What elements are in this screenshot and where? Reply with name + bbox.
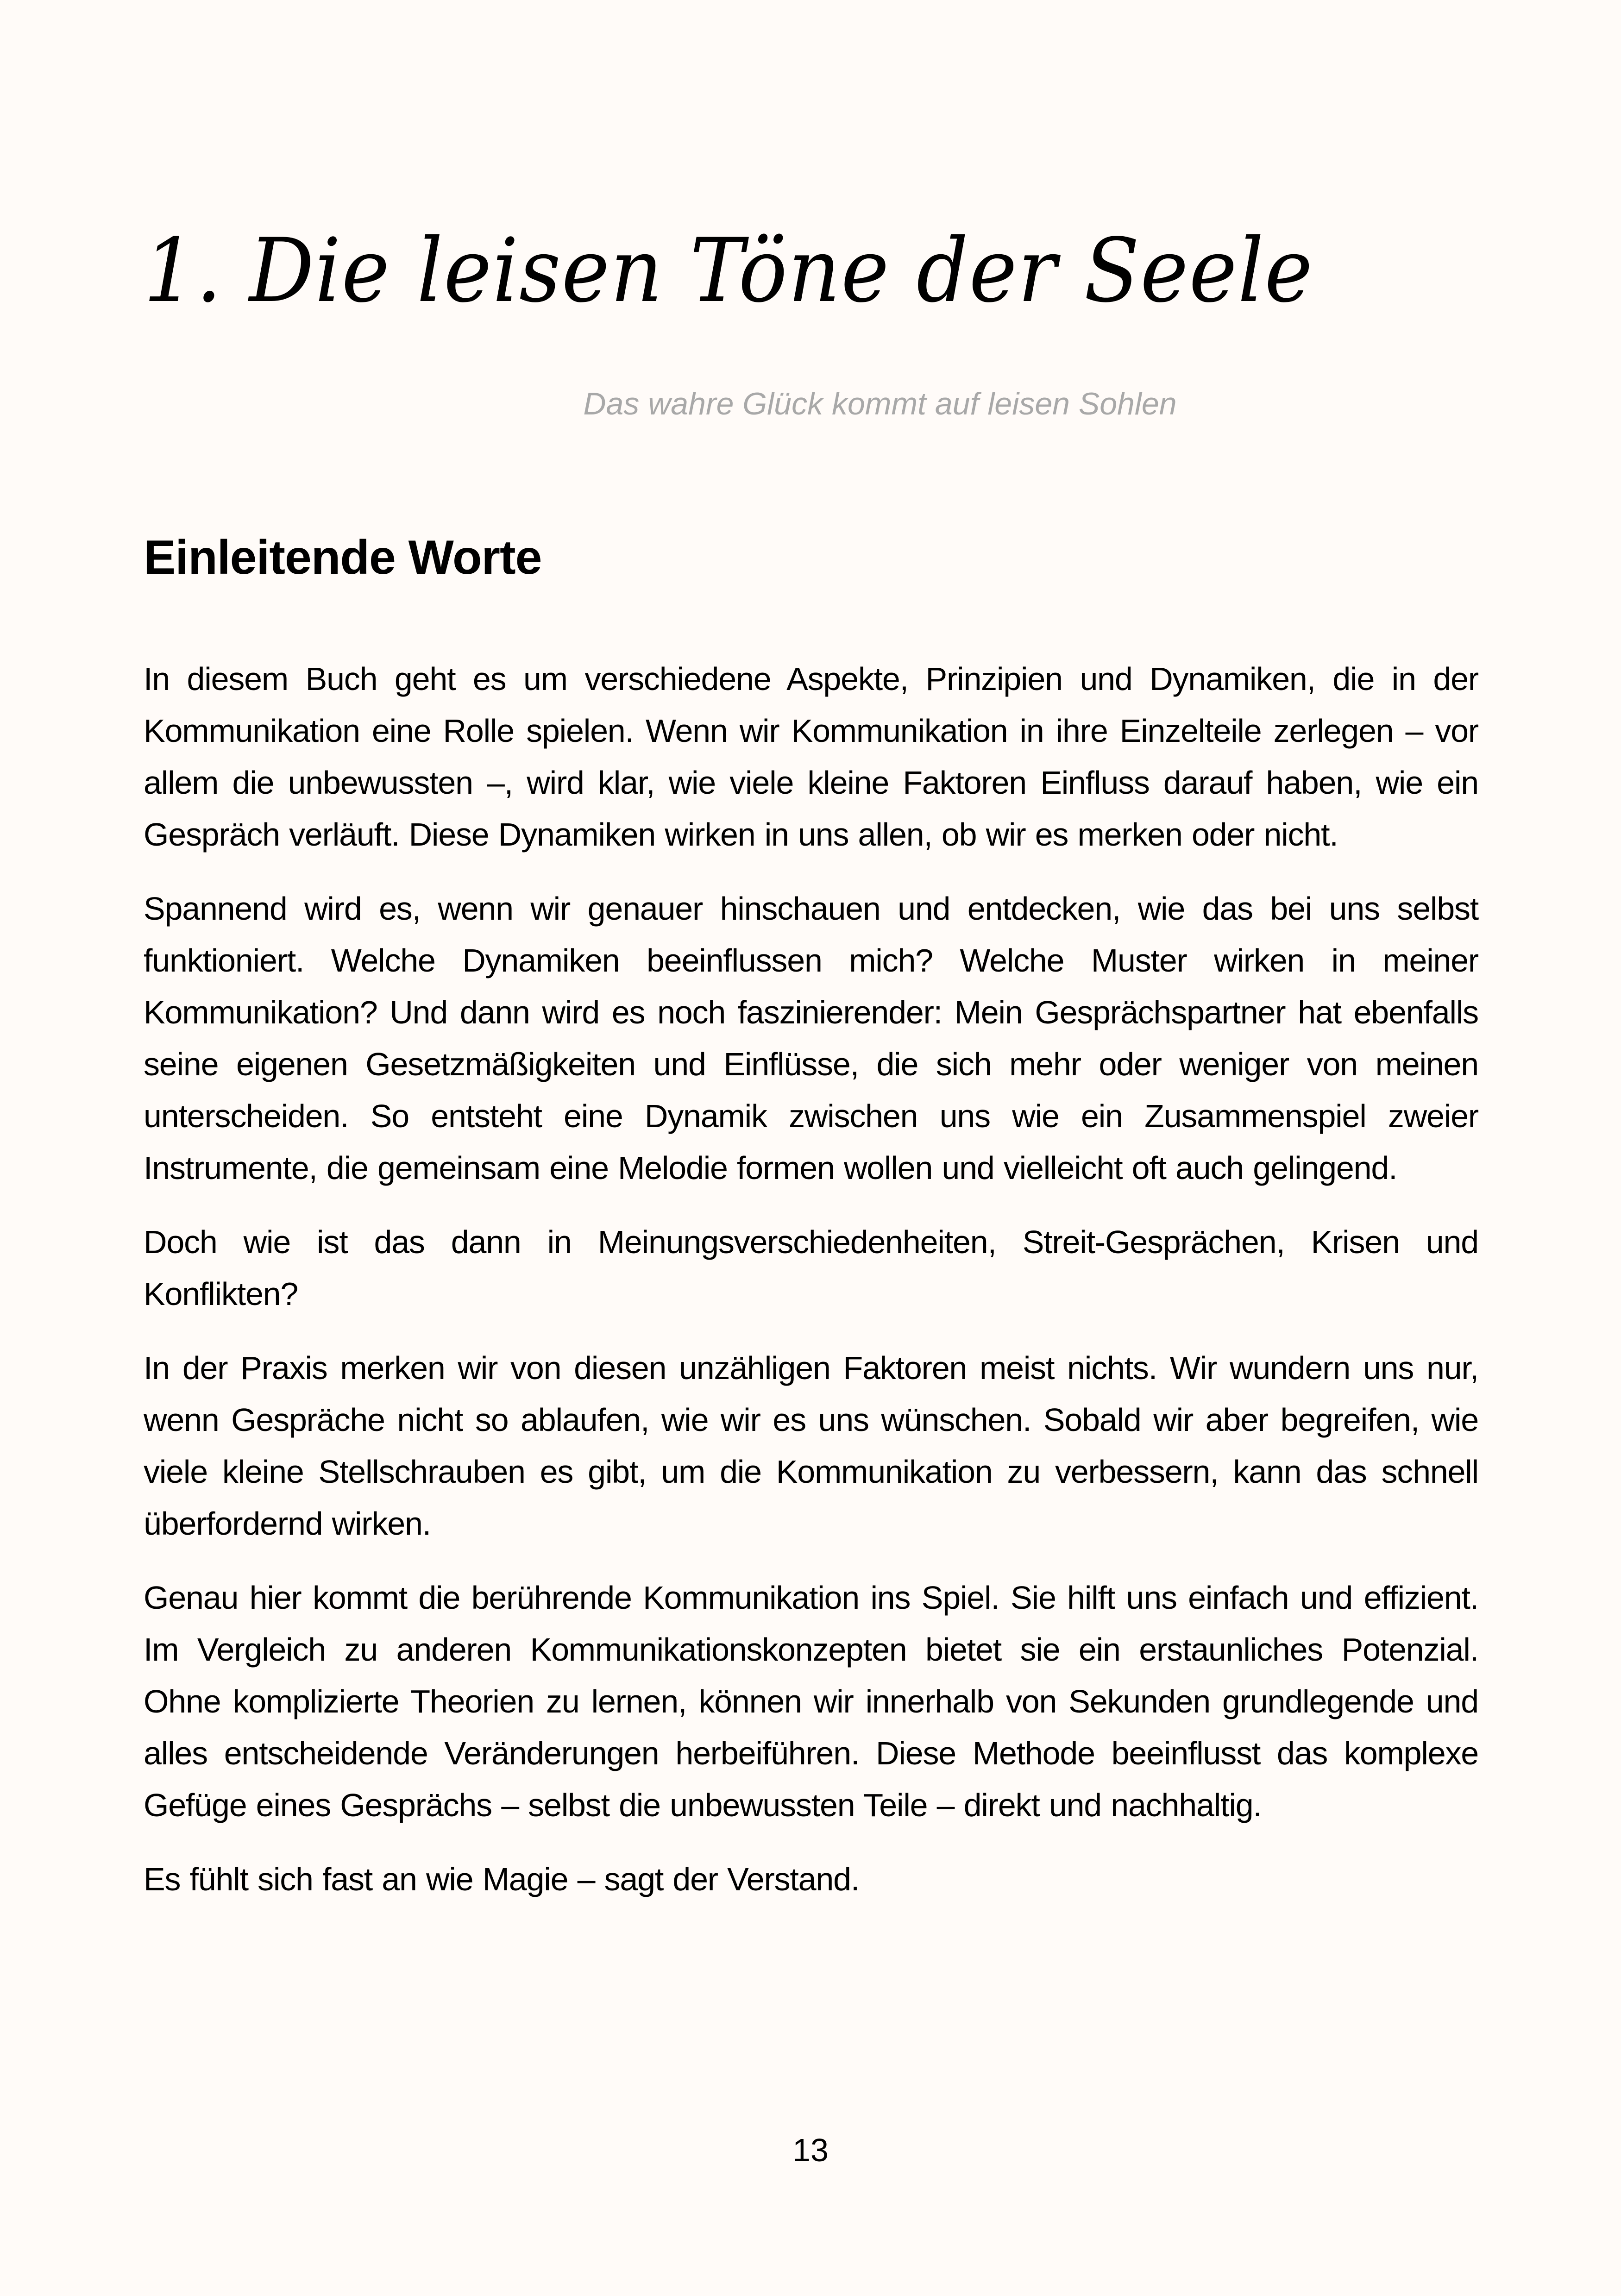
paragraph: Spannend wird es, wenn wir genauer hinschauen und entdecken, wie das bei uns selbst funktioniert. Welche Dynamiken beeinflussen mich? Welche Muster wirken in meiner Kommunikation? Und dann wird es noch faszinierender: Mein Gesprächspartner hat ebenfalls seine eigenen Gesetzmäßigkeiten und Einflüsse, die sich mehr oder weniger von meinen unterscheiden. So entsteht eine Dynamik zwischen uns wie ein Zusammenspiel zweier Instrumente, die gemeinsam eine Melodie formen wollen und vielleicht oft auch gelingend. xyxy=(144,891,1478,1186)
paragraph: Es fühlt sich fast an wie Magie – sagt der Verstand. xyxy=(144,1861,860,1897)
paragraph: Genau hier kommt die berührende Kommunikation ins Spiel. Sie hilft uns einfach und effizient. Im Vergleich zu anderen Kommunikationskonzepten bietet sie ein erstaunliches Potenzial. Ohne komplizierte Theorien zu lernen, können wir innerhalb von Sekunden grundlegende und alles entscheidende Veränderungen herbeiführen. Diese Methode beeinflusst das komplexe Gefüge eines Gesprächs – selbst die unbewussten Teile – direkt und nachhaltig. xyxy=(144,1580,1478,1823)
body-text xyxy=(144,653,1478,1927)
page-number: 13 xyxy=(792,2132,829,2168)
paragraph: Doch wie ist das dann in Meinungsverschiedenheiten, Streit-Gesprächen, Krisen und Konflikten? xyxy=(144,1224,1478,1312)
chapter-epigraph: Das wahre Glück kommt auf leisen Sohlen xyxy=(583,386,1177,421)
chapter-title: 1. Die leisen Töne der Seele xyxy=(144,220,1313,322)
paragraph: In der Praxis merken wir von diesen unzähligen Faktoren meist nichts. Wir wundern uns nur, wenn Gespräche nicht so ablaufen, wie wir es uns wünschen. Sobald wir aber begreifen, wie viele kleine Stellschrauben es gibt, um die Kommunikation zu verbessern, kann das schnell überfordernd wirken. xyxy=(144,1350,1478,1542)
paragraph: In diesem Buch geht es um verschiedene Aspekte, Prinzipien und Dynamiken, die in der Kommunikation eine Rolle spielen. Wenn wir Kommunikation in ihre Einzelteile zerlegen – vor allem die unbewussten –, wird klar, wie viele kleine Faktoren Einfluss darauf haben, wie ein Gespräch verläuft. Diese Dynamiken wirken in uns allen, ob wir es merken oder nicht. xyxy=(144,661,1478,853)
section-heading: Einleitende Worte xyxy=(144,531,542,584)
